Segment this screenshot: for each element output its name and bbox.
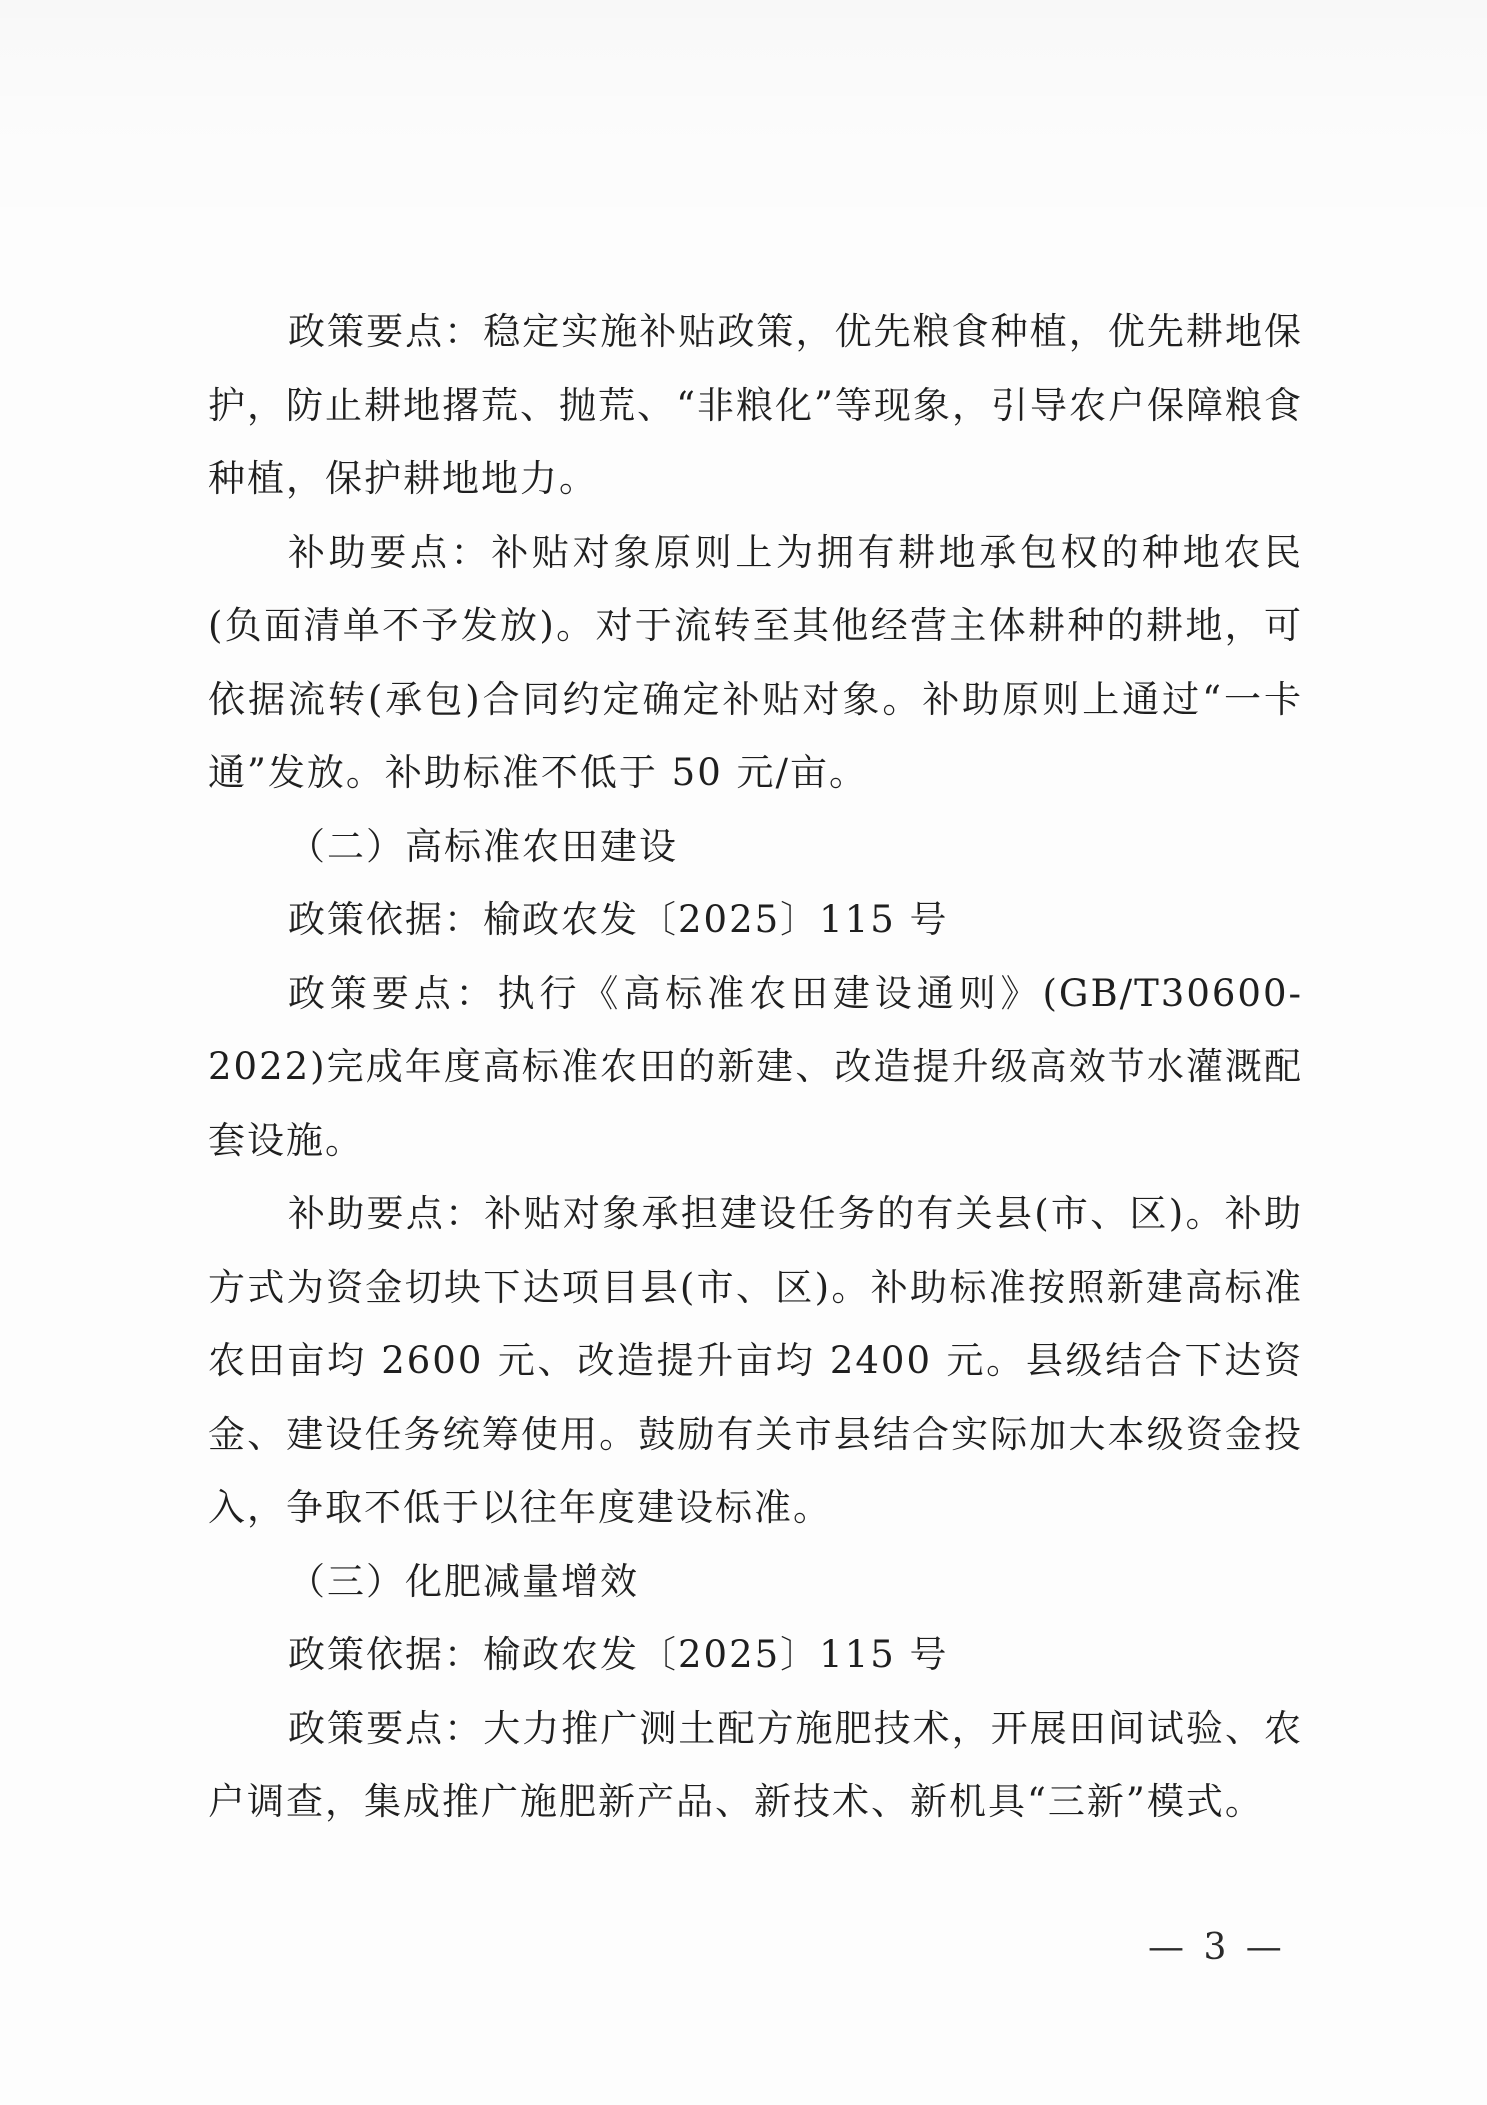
policy-points-paragraph: 政策要点：稳定实施补贴政策，优先粮食种植，优先耕地保护，防止耕地撂荒、抛荒、“非粮化”等现象，引导农户保障粮食种植，保护耕地地力。 [208,310,1303,500]
section-heading-farmland: （二）高标准农田建设 [288,824,678,868]
document-body [208,295,1303,1839]
section-heading-fertilizer: （三）化肥减量增效 [288,1559,639,1603]
subsidy-points-paragraph: 补助要点：补贴对象承担建设任务的有关县(市、区)。补助方式为资金切块下达项目县(市、区)。补助标准按照新建高标准农田亩均 2600 元、改造提升亩均 2400 元。县级结合下达资金、建设任务统筹使用。鼓励有关市县结合实际加大本级资金投入，争取不低于以往年度建设标准。 [208,1192,1303,1529]
policy-points-paragraph: 政策要点：执行《高标准农田建设通则》(GB/T30600-2022)完成年度高标准农田的新建、改造提升级高效节水灌溉配套设施。 [208,971,1303,1162]
policy-basis-paragraph: 政策依据：榆政农发〔2025〕115 号 [288,898,949,941]
subsidy-points-paragraph: 补助要点：补贴对象原则上为拥有耕地承包权的种地农民(负面清单不予发放)。对于流转至其他经营主体耕种的耕地，可依据流转(承包)合同约定确定补贴对象。补助原则上通过“一卡通”发放。补助标准不低于 50 元/亩。 [208,530,1303,794]
scan-texture [0,0,1487,260]
policy-basis-paragraph: 政策依据：榆政农发〔2025〕115 号 [288,1633,949,1676]
policy-points-paragraph: 政策要点：大力推广测土配方施肥技术，开展田间试验、农户调查，集成推广施肥新产品、新技术、新机具“三新”模式。 [208,1706,1303,1823]
page-number: — 3 — [1148,1927,1286,1968]
